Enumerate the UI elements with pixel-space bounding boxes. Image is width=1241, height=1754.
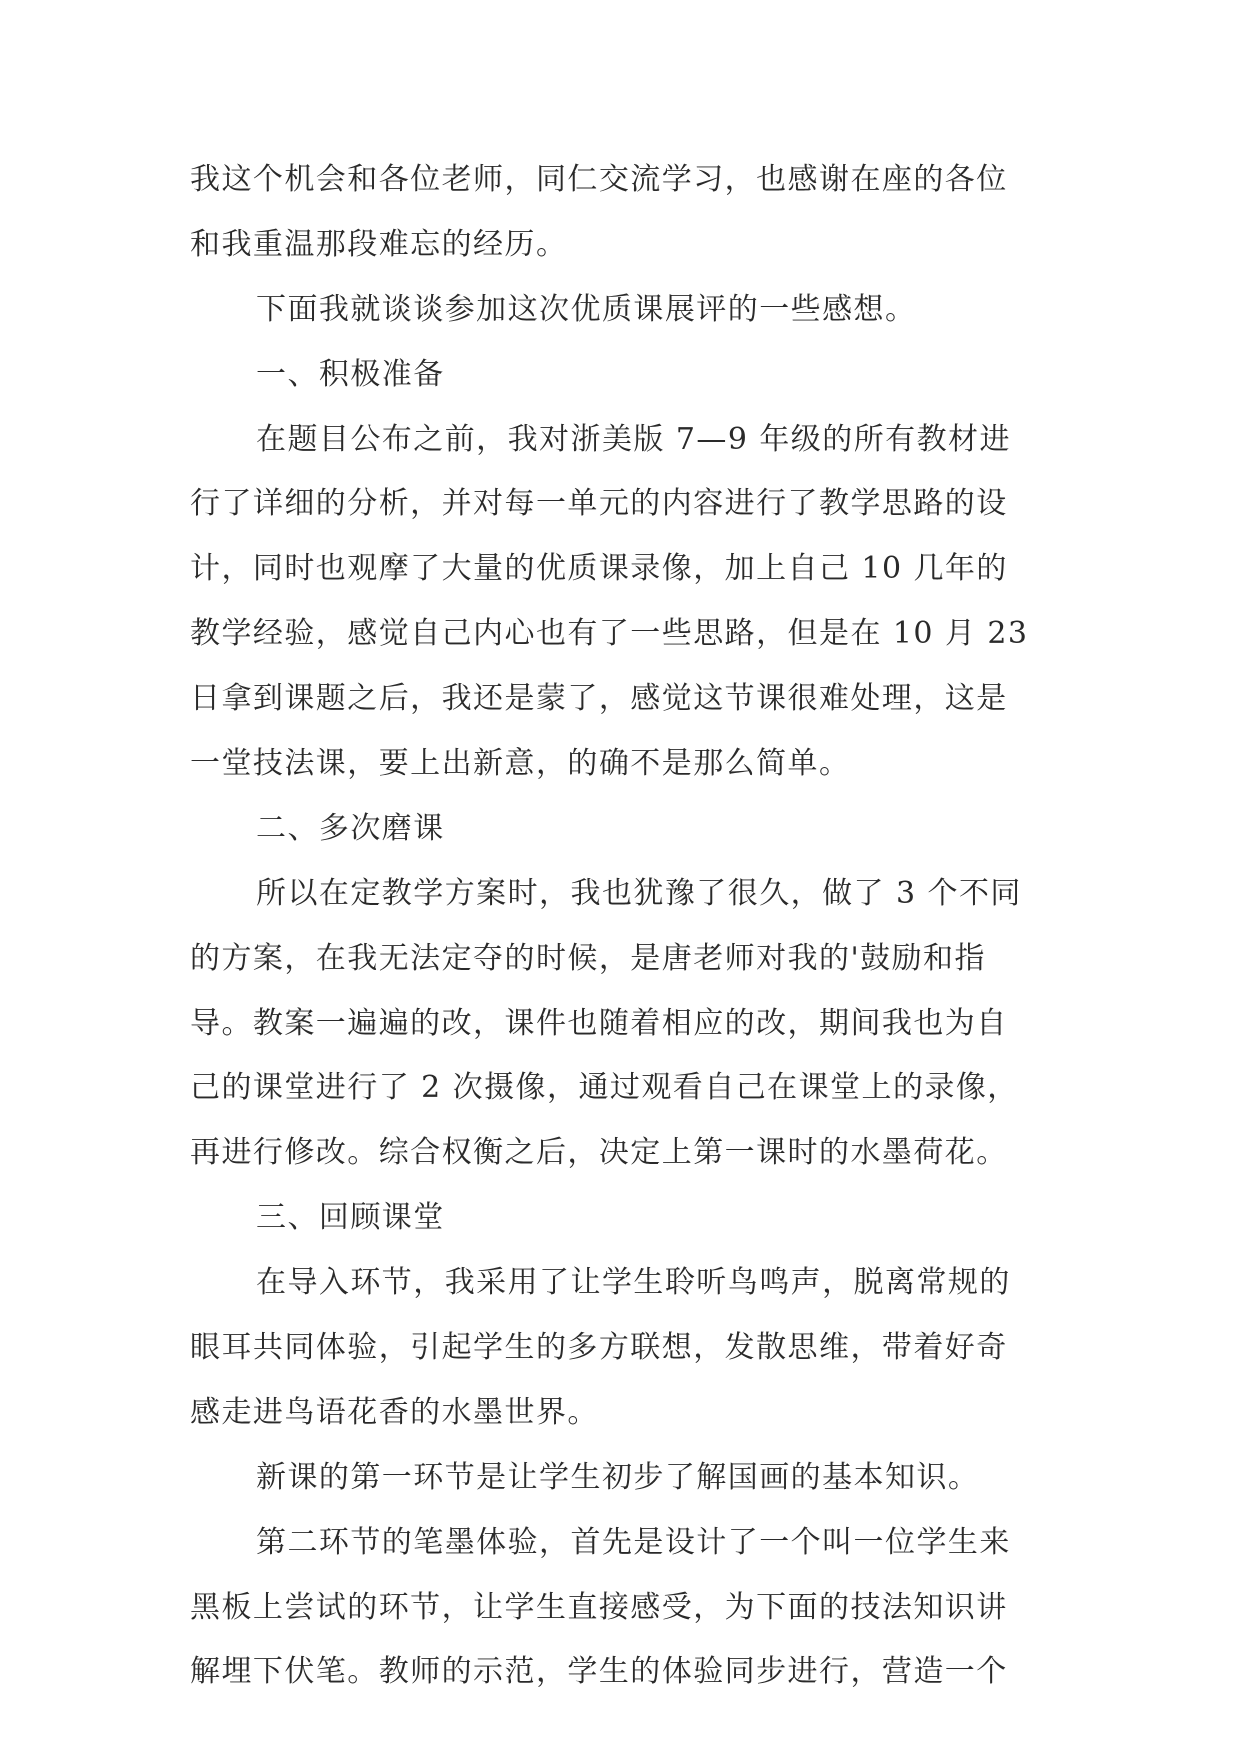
- text-line: 在导入环节，我采用了让学生聆听鸟鸣声，脱离常规的: [256, 1265, 1011, 1301]
- text-line: 和我重温那段难忘的经历。: [190, 226, 568, 262]
- text-line: 己的课堂进行了 2 次摄像，通过观看自己在课堂上的录像，: [190, 1070, 1019, 1106]
- text-line: 第二环节的笔墨体验，首先是设计了一个叫一位学生来: [256, 1524, 1011, 1560]
- text-line: 导。教案一遍遍的改，课件也随着相应的改，期间我也为自: [190, 1005, 1008, 1041]
- text-line: 计，同时也观摩了大量的优质课录像，加上自己 10 几年的: [190, 551, 1008, 587]
- text-line: 我这个机会和各位老师，同仁交流学习，也感谢在座的各位: [190, 162, 1008, 197]
- section-heading: 三、回顾课堂: [256, 1200, 445, 1236]
- text-line: 感走进鸟语花香的水墨世界。: [190, 1394, 599, 1430]
- text-line: 黑板上尝试的环节，让学生直接感受，为下面的技法知识讲: [190, 1589, 1008, 1625]
- section-heading: 一、积极准备: [256, 356, 445, 392]
- text-line: 日拿到课题之后，我还是蒙了，感觉这节课很难处理，这是: [190, 681, 1008, 717]
- document-body: [190, 148, 1070, 1705]
- text-line: 一堂技法课，要上出新意，的确不是那么简单。: [190, 746, 851, 782]
- text-line: 解埋下伏笔。教师的示范，学生的体验同步进行，营造一个: [190, 1654, 1008, 1690]
- text-line: 眼耳共同体验，引起学生的多方联想，发散思维，带着好奇: [190, 1330, 1008, 1366]
- text-line: 教学经验，感觉自己内心也有了一些思路，但是在 10 月 23: [190, 616, 1029, 652]
- text-line: 的方案，在我无法定夺的时候，是唐老师对我的'鼓励和指: [190, 940, 986, 976]
- text-line: 在题目公布之前，我对浙美版 7—9 年级的所有教材进: [256, 421, 1011, 457]
- text-line: 再进行修改。综合权衡之后，决定上第一课时的水墨荷花。: [190, 1135, 1008, 1171]
- section-heading: 二、多次磨课: [256, 810, 445, 846]
- text-line: 新课的第一环节是让学生初步了解国画的基本知识。: [256, 1459, 980, 1495]
- text-line: 行了详细的分析，并对每一单元的内容进行了教学思路的设: [190, 486, 1008, 522]
- text-line: 下面我就谈谈参加这次优质课展评的一些感想。: [256, 291, 917, 327]
- text-line: 所以在定教学方案时，我也犹豫了很久，做了 3 个不同: [256, 875, 1022, 911]
